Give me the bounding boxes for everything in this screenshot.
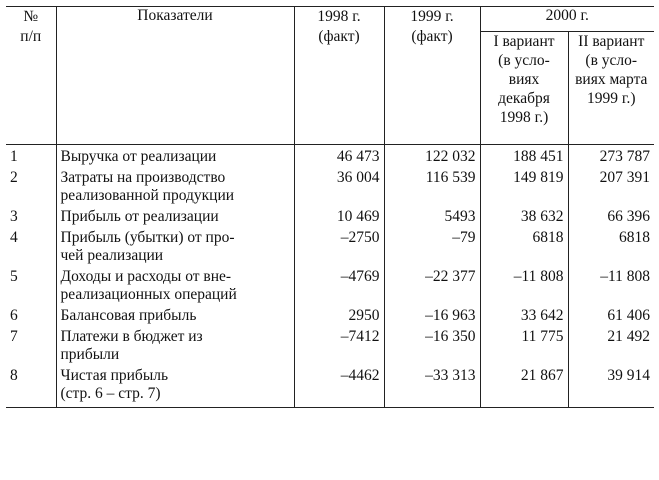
header-indicators xyxy=(56,7,294,145)
value-2000-variant-2: 61 406 xyxy=(568,304,654,325)
value-1999: –79 xyxy=(384,226,480,265)
header-indicators-text: Показатели xyxy=(137,7,213,24)
value-2000-variant-2: –11 808 xyxy=(568,265,654,304)
header-variant-1 xyxy=(480,32,568,145)
value-1998: –4462 xyxy=(294,364,384,408)
value-1998: 46 473 xyxy=(294,145,384,167)
value-1999: 122 032 xyxy=(384,145,480,167)
table-row xyxy=(6,325,654,364)
row-number: 8 xyxy=(6,364,56,408)
header-1998-text: 1998 г. (факт) xyxy=(317,8,361,45)
value-2000-variant-1: –11 808 xyxy=(480,265,568,304)
table-row xyxy=(6,304,654,325)
row-number: 6 xyxy=(10,307,18,324)
value-2000-variant-2: 273 787 xyxy=(568,145,654,167)
value-1999: –16 350 xyxy=(384,325,480,364)
header-no-text: № п/п xyxy=(20,8,42,45)
row-indicator-line: Чистая прибыль xyxy=(60,367,169,384)
header-variant-1-text: I вариант (в усло- виях декабря 1998 г.) xyxy=(493,33,555,126)
table-row xyxy=(6,166,654,205)
value-1998: –2750 xyxy=(294,226,384,265)
row-number: 5 xyxy=(10,268,18,285)
row-number: 3 xyxy=(10,208,18,225)
header-1999-text: 1999 г. (факт) xyxy=(410,8,454,45)
table-body xyxy=(6,145,654,408)
header-row-top xyxy=(6,7,654,32)
value-2000-variant-1: 149 819 xyxy=(480,166,568,205)
header-2000 xyxy=(480,7,654,32)
header-no xyxy=(6,7,56,145)
row-indicator-line: Балансовая прибыль xyxy=(60,307,197,324)
value-1999: –33 313 xyxy=(384,364,480,408)
value-1999: 116 539 xyxy=(384,166,480,205)
row-number: 2 xyxy=(10,169,18,186)
row-number: 7 xyxy=(10,328,18,345)
row-indicator xyxy=(56,325,294,364)
table-row xyxy=(6,226,654,265)
value-2000-variant-2: 207 391 xyxy=(568,166,654,205)
row-indicator-line: Прибыль (убытки) от про- xyxy=(60,229,235,246)
table-row xyxy=(6,265,654,304)
header-2000-text: 2000 г. xyxy=(545,7,589,24)
row-number: 4 xyxy=(10,229,18,246)
value-2000-variant-2: 66 396 xyxy=(568,205,654,226)
value-2000-variant-2: 39 914 xyxy=(568,364,654,408)
header-1998 xyxy=(294,7,384,145)
value-2000-variant-2: 21 492 xyxy=(568,325,654,364)
row-indicator-line: (стр. 6 – стр. 7) xyxy=(60,385,161,402)
value-1999: 5493 xyxy=(384,205,480,226)
header-variant-2-text: II вариант (в усло- виях марта 1999 г.) xyxy=(575,33,648,107)
value-2000-variant-1: 33 642 xyxy=(480,304,568,325)
value-1998: 10 469 xyxy=(294,205,384,226)
row-indicator xyxy=(56,304,294,325)
value-1999: –16 963 xyxy=(384,304,480,325)
value-1998: 36 004 xyxy=(294,166,384,205)
value-2000-variant-1: 6818 xyxy=(480,226,568,265)
header-variant-2 xyxy=(568,32,654,145)
row-indicator xyxy=(56,226,294,265)
row-indicator xyxy=(56,145,294,167)
row-indicator-line: реализованной продукции xyxy=(60,187,235,204)
row-indicator xyxy=(56,364,294,408)
table-row xyxy=(6,205,654,226)
value-1999: –22 377 xyxy=(384,265,480,304)
row-number: 1 xyxy=(10,148,18,165)
value-1998: –4769 xyxy=(294,265,384,304)
row-indicator xyxy=(56,205,294,226)
header-1999 xyxy=(384,7,480,145)
row-indicator xyxy=(56,265,294,304)
value-2000-variant-1: 11 775 xyxy=(480,325,568,364)
value-2000-variant-1: 188 451 xyxy=(480,145,568,167)
row-indicator-line: реализационных операций xyxy=(60,286,237,303)
value-2000-variant-1: 38 632 xyxy=(480,205,568,226)
value-1998: 2950 xyxy=(294,304,384,325)
row-indicator-line: Затраты на производство xyxy=(60,169,226,186)
financial-results-table xyxy=(6,6,654,408)
table-row xyxy=(6,364,654,408)
table-row xyxy=(6,145,654,167)
value-2000-variant-2: 6818 xyxy=(568,226,654,265)
row-indicator xyxy=(56,166,294,205)
row-indicator-line: чей реализации xyxy=(60,247,164,264)
value-2000-variant-1: 21 867 xyxy=(480,364,568,408)
value-1998: –7412 xyxy=(294,325,384,364)
row-indicator-line: Доходы и расходы от вне- xyxy=(60,268,232,285)
row-indicator-line: Платежи в бюджет из xyxy=(60,328,203,345)
row-indicator-line: прибыли xyxy=(60,346,120,363)
row-indicator-line: Прибыль от реализации xyxy=(60,208,219,225)
row-indicator-line: Выручка от реализации xyxy=(60,148,217,165)
